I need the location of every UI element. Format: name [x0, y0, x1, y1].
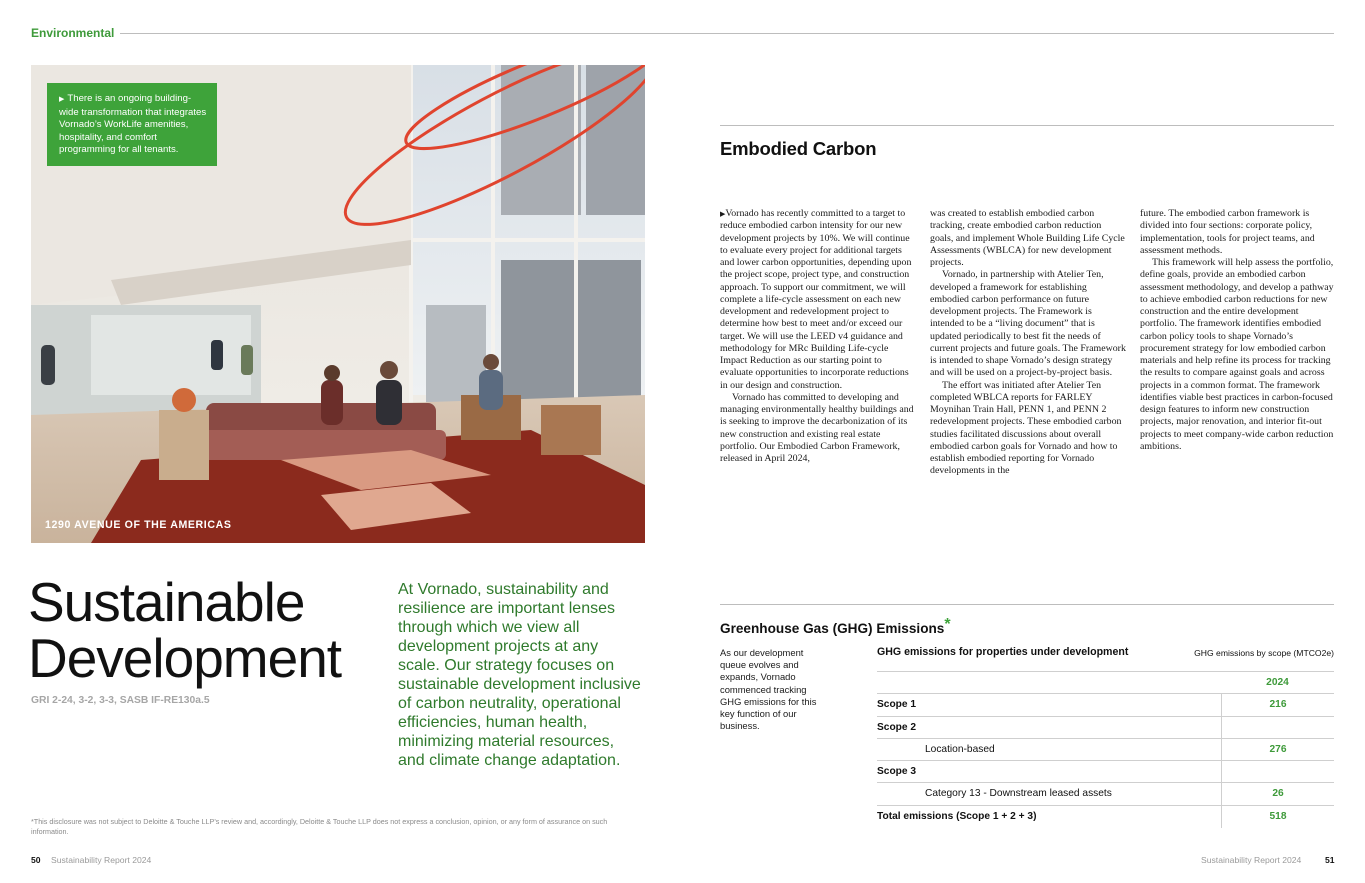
row-value [1221, 717, 1334, 739]
table-row [877, 738, 1334, 760]
embodied-paragraph: Vornado has committed to developing and managing environmentally healthy buildings and is seeking to improve the decarbonization of its new construction and existing real estate portfolio. Our Embodied Carbon Framework, released in April 2024, [720, 391, 914, 464]
embodied-paragraph: future. The embodied carbon framework is divided into four sections: corporate policy, implementation, tools for project teams, and assessment methods. [1140, 208, 1315, 256]
ghg-table [877, 671, 1334, 827]
gri-reference: GRI 2-24, 3-2, 3-3, SASB IF-RE130a.5 [31, 695, 210, 706]
arrow-right-icon: ▶ [720, 210, 726, 218]
ghg-table-header-row [877, 671, 1334, 693]
row-label: Scope 2 [877, 721, 917, 733]
callout-text: There is an ongoing building-wide transformation that integrates Vornado’s WorkLife amenities, hospitality, and comfort programming for all tenants. [59, 93, 207, 155]
ghg-heading [720, 616, 951, 638]
report-title-left: Sustainability Report 2024 [51, 855, 152, 865]
photo-caption: 1290 AVENUE OF THE AMERICAS [45, 519, 232, 531]
embodied-carbon-heading: Embodied Carbon [720, 138, 877, 159]
row-value: 26 [1221, 783, 1334, 805]
table-row [877, 760, 1334, 782]
page-title [28, 571, 342, 689]
embodied-column-2 [930, 208, 1126, 478]
embodied-column-3 [1140, 208, 1336, 453]
row-value [1221, 761, 1334, 783]
building-photo [31, 65, 645, 543]
embodied-paragraph: The effort was initiated after Atelier Ten completed WBLCA reports for FARLEY Moynihan Train Hall, PENN 1, and PENN 2 redevelopment projects. These embodied carbon studies facilitated discussions about overall embodied carbon goals for Vornado and how to establish embodied reporting for Vornado developments in the [930, 379, 1122, 477]
table-row [877, 693, 1334, 715]
row-value: 216 [1221, 694, 1334, 716]
embodied-paragraph-text: Vornado has recently committed to a target to reduce embodied carbon intensity for our new development projects by 10%. We will continue to evaluate every project for additional targets and lower carbon opportunities, depending upon the project scope, project type, and construction approach. To support our commitment, we will complete a life-cycle assessment on each new development and redevelopment project to determine how best to meet and/or exceed our target. We will use the LEED v4 guidance and methodology for MRc Building Life-cycle Impact Reduction as our starting point to evaluate opportunities to incorporate reductions in our design and construction. [720, 208, 912, 391]
table-row [877, 782, 1334, 804]
row-label: Scope 3 [877, 766, 917, 778]
table-row [877, 716, 1334, 738]
arrow-right-icon: ▶ [59, 96, 65, 103]
footnote: *This disclosure was not subject to Deloitte & Touche LLP’s review and, accordingly, Deloitte & Touche LLP does not express a conclusion, opinion, or any form of assurance on such information. [31, 817, 608, 836]
row-label: Category 13 - Downstream leased assets [925, 788, 1112, 800]
row-value: 276 [1221, 739, 1334, 761]
ghg-divider [720, 604, 1334, 605]
row-label: Total emissions (Scope 1 + 2 + 3) [877, 810, 1037, 822]
section-label: Environmental [31, 26, 115, 40]
photo-callout [47, 83, 217, 166]
embodied-column-1 [720, 208, 916, 465]
page-title-line-2: Development [28, 627, 342, 689]
embodied-paragraph [720, 208, 916, 392]
header-divider [120, 33, 1334, 34]
row-label: Scope 1 [877, 699, 917, 711]
row-value: 518 [1221, 806, 1334, 828]
footnote-marker: * [944, 616, 951, 633]
embodied-paragraph: Vornado, in partnership with Atelier Ten, developed a framework for establishing embodied carbon performance on future development projects. The Framework is intended to be a “living document” that is updated periodically to best fit the needs of current projects and future goals. The Framework is intended to shape Vornado’s design strategy and will be used on a project-by-project basis. [930, 269, 1126, 379]
ghg-table-heading: GHG emissions for properties under development [877, 646, 1129, 658]
ghg-heading-text: Greenhouse Gas (GHG) Emissions [720, 621, 945, 636]
ghg-scope-unit-label: GHG emissions by scope (MTCO2e) [1194, 648, 1334, 658]
table-row-total [877, 805, 1334, 827]
report-title-right: Sustainability Report 2024 [1201, 855, 1302, 865]
embodied-divider [720, 125, 1334, 126]
page-number-right: 51 [1325, 855, 1335, 865]
embodied-paragraph: was created to establish embodied carbon tracking, create embodied carbon reduction goals, and implement Whole Building Life Cycle Assessments (WBLCA) for new development projects. [930, 208, 1125, 268]
intro-statement: At Vornado, sustainability and resilience are important lenses through which we view all development projects at any scale. Our strategy focuses on sustainable development inclusive of carbon neutrality, operational efficiencies, human health, minimizing material resources, and climate change adaptation. [398, 581, 641, 769]
year-column-header: 2024 [1266, 677, 1289, 688]
row-label: Location-based [925, 743, 995, 755]
page-number-left: 50 [31, 855, 41, 865]
page-title-line-1: Sustainable [28, 571, 305, 633]
embodied-paragraph: This framework will help assess the portfolio, define goals, provide an embodied carbon assessment methodology, and develop a pathway to achieve embodied carbon reductions for new construction and the entire development portfolio. The framework identifies embodied carbon policy tools to shape Vornado’s procurement strategy for low embodied carbon materials and help refine its process for tracking the results to compare against goals and across projects in a common format. The framework identifies viable best practices in carbon-focused design features to inform new construction projects, major renovation, and interior fit-out projects to meet company-wide carbon reduction ambitions. [1140, 257, 1334, 452]
ghg-description: As our development queue evolves and expands, Vornado commenced tracking GHG emissions for this key function of our business. [720, 647, 817, 732]
